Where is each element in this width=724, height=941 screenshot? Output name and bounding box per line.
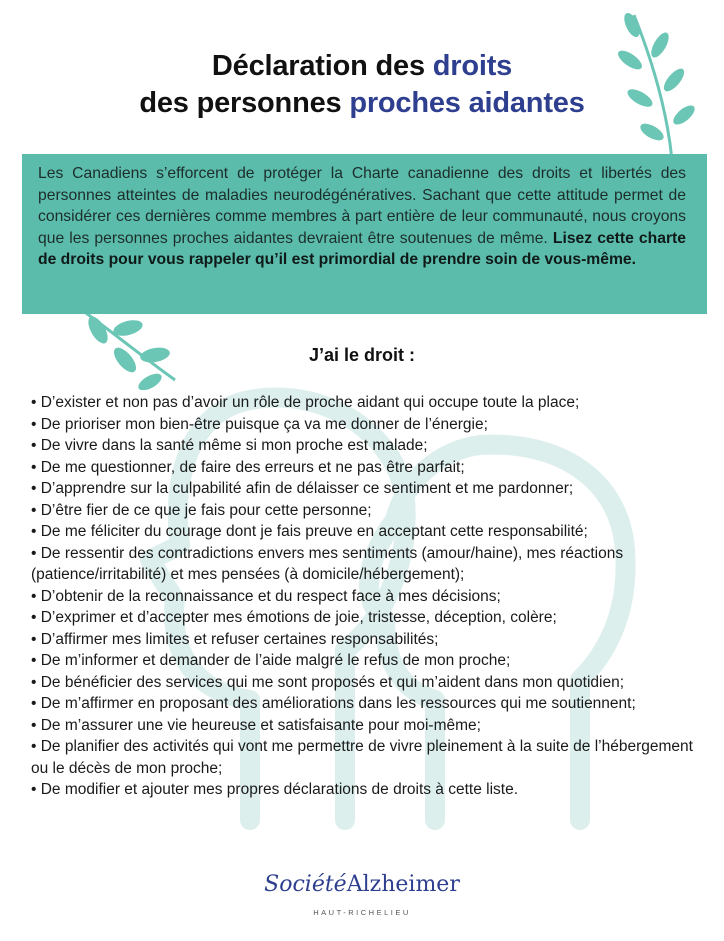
- right-item: • De ressentir des contradictions envers mes sentiments (amour/haine), mes réactions (patience/irritabilité) et mes pensées (à domicile/hébergement);: [31, 543, 701, 586]
- intro-bold-text: Lisez cette charte de droits pour vous rappeler qu’il est primordial de prendre soin de vous-même.: [38, 229, 686, 268]
- intro-paragraph: [38, 163, 686, 271]
- logo-name-text: Alzheimer: [346, 872, 460, 897]
- logo-italic-text: Société: [264, 872, 347, 897]
- right-item: • De planifier des activités qui vont me permettre de vivre pleinement à la suite de l’hébergement ou le décès de mon proche;: [31, 736, 701, 779]
- societe-alzheimer-logo: [0, 872, 724, 897]
- title-line1-text: Déclaration des: [211, 50, 433, 82]
- rights-list: [31, 392, 701, 801]
- right-item: • De m’assurer une vie heureuse et satisfaisante pour moi-même;: [31, 715, 701, 737]
- right-item: • D’apprendre sur la culpabilité afin de délaisser ce sentiment et me pardonner;: [31, 478, 701, 500]
- intro-text: Les Canadiens s’efforcent de protéger la Charte canadienne des droits et libertés des personnes atteintes de maladies neurodégénératives. Sachant que cette attitude permet de considérer ces dernières comme membres à part entière de leur communauté, nous croyons que les personnes proches aidantes devraient être soutenues de même.: [38, 165, 686, 247]
- right-item: • D’exprimer et d’accepter mes émotions de joie, tristesse, déception, colère;: [31, 607, 701, 629]
- right-item: • De prioriser mon bien-être puisque ça va me donner de l’énergie;: [31, 414, 701, 436]
- right-item: • De vivre dans la santé même si mon proche est malade;: [31, 435, 701, 457]
- right-item: • De m’affirmer en proposant des améliorations dans les ressources qui me soutiennent;: [31, 693, 701, 715]
- logo-subtitle: HAUT-RICHELIEU: [313, 908, 411, 917]
- title-line2-highlight: proches aidantes: [349, 87, 585, 119]
- right-item: • D’être fier de ce que je fais pour cette personne;: [31, 500, 701, 522]
- right-item: • D’affirmer mes limites et refuser certaines responsabilités;: [31, 629, 701, 651]
- right-item: • De bénéficier des services qui me sont proposés et qui m’aident dans mon quotidien;: [31, 672, 701, 694]
- right-item: • De me questionner, de faire des erreurs et ne pas être parfait;: [31, 457, 701, 479]
- right-item: • De m’informer et demander de l’aide malgré le refus de mon proche;: [31, 650, 701, 672]
- right-item: • De me féliciter du courage dont je fais preuve en acceptant cette responsabilité;: [31, 521, 701, 543]
- title-line1-highlight: droits: [432, 50, 513, 82]
- title-line2-text: des personnes: [139, 87, 350, 119]
- right-item: • De modifier et ajouter mes propres déclarations de droits à cette liste.: [31, 779, 701, 801]
- right-item: • D’exister et non pas d’avoir un rôle de proche aidant qui occupe toute la place;: [31, 392, 701, 414]
- right-item: • D’obtenir de la reconnaissance et du respect face à mes décisions;: [31, 586, 701, 608]
- page-title: [0, 48, 724, 122]
- rights-heading: J’ai le droit :: [308, 345, 416, 365]
